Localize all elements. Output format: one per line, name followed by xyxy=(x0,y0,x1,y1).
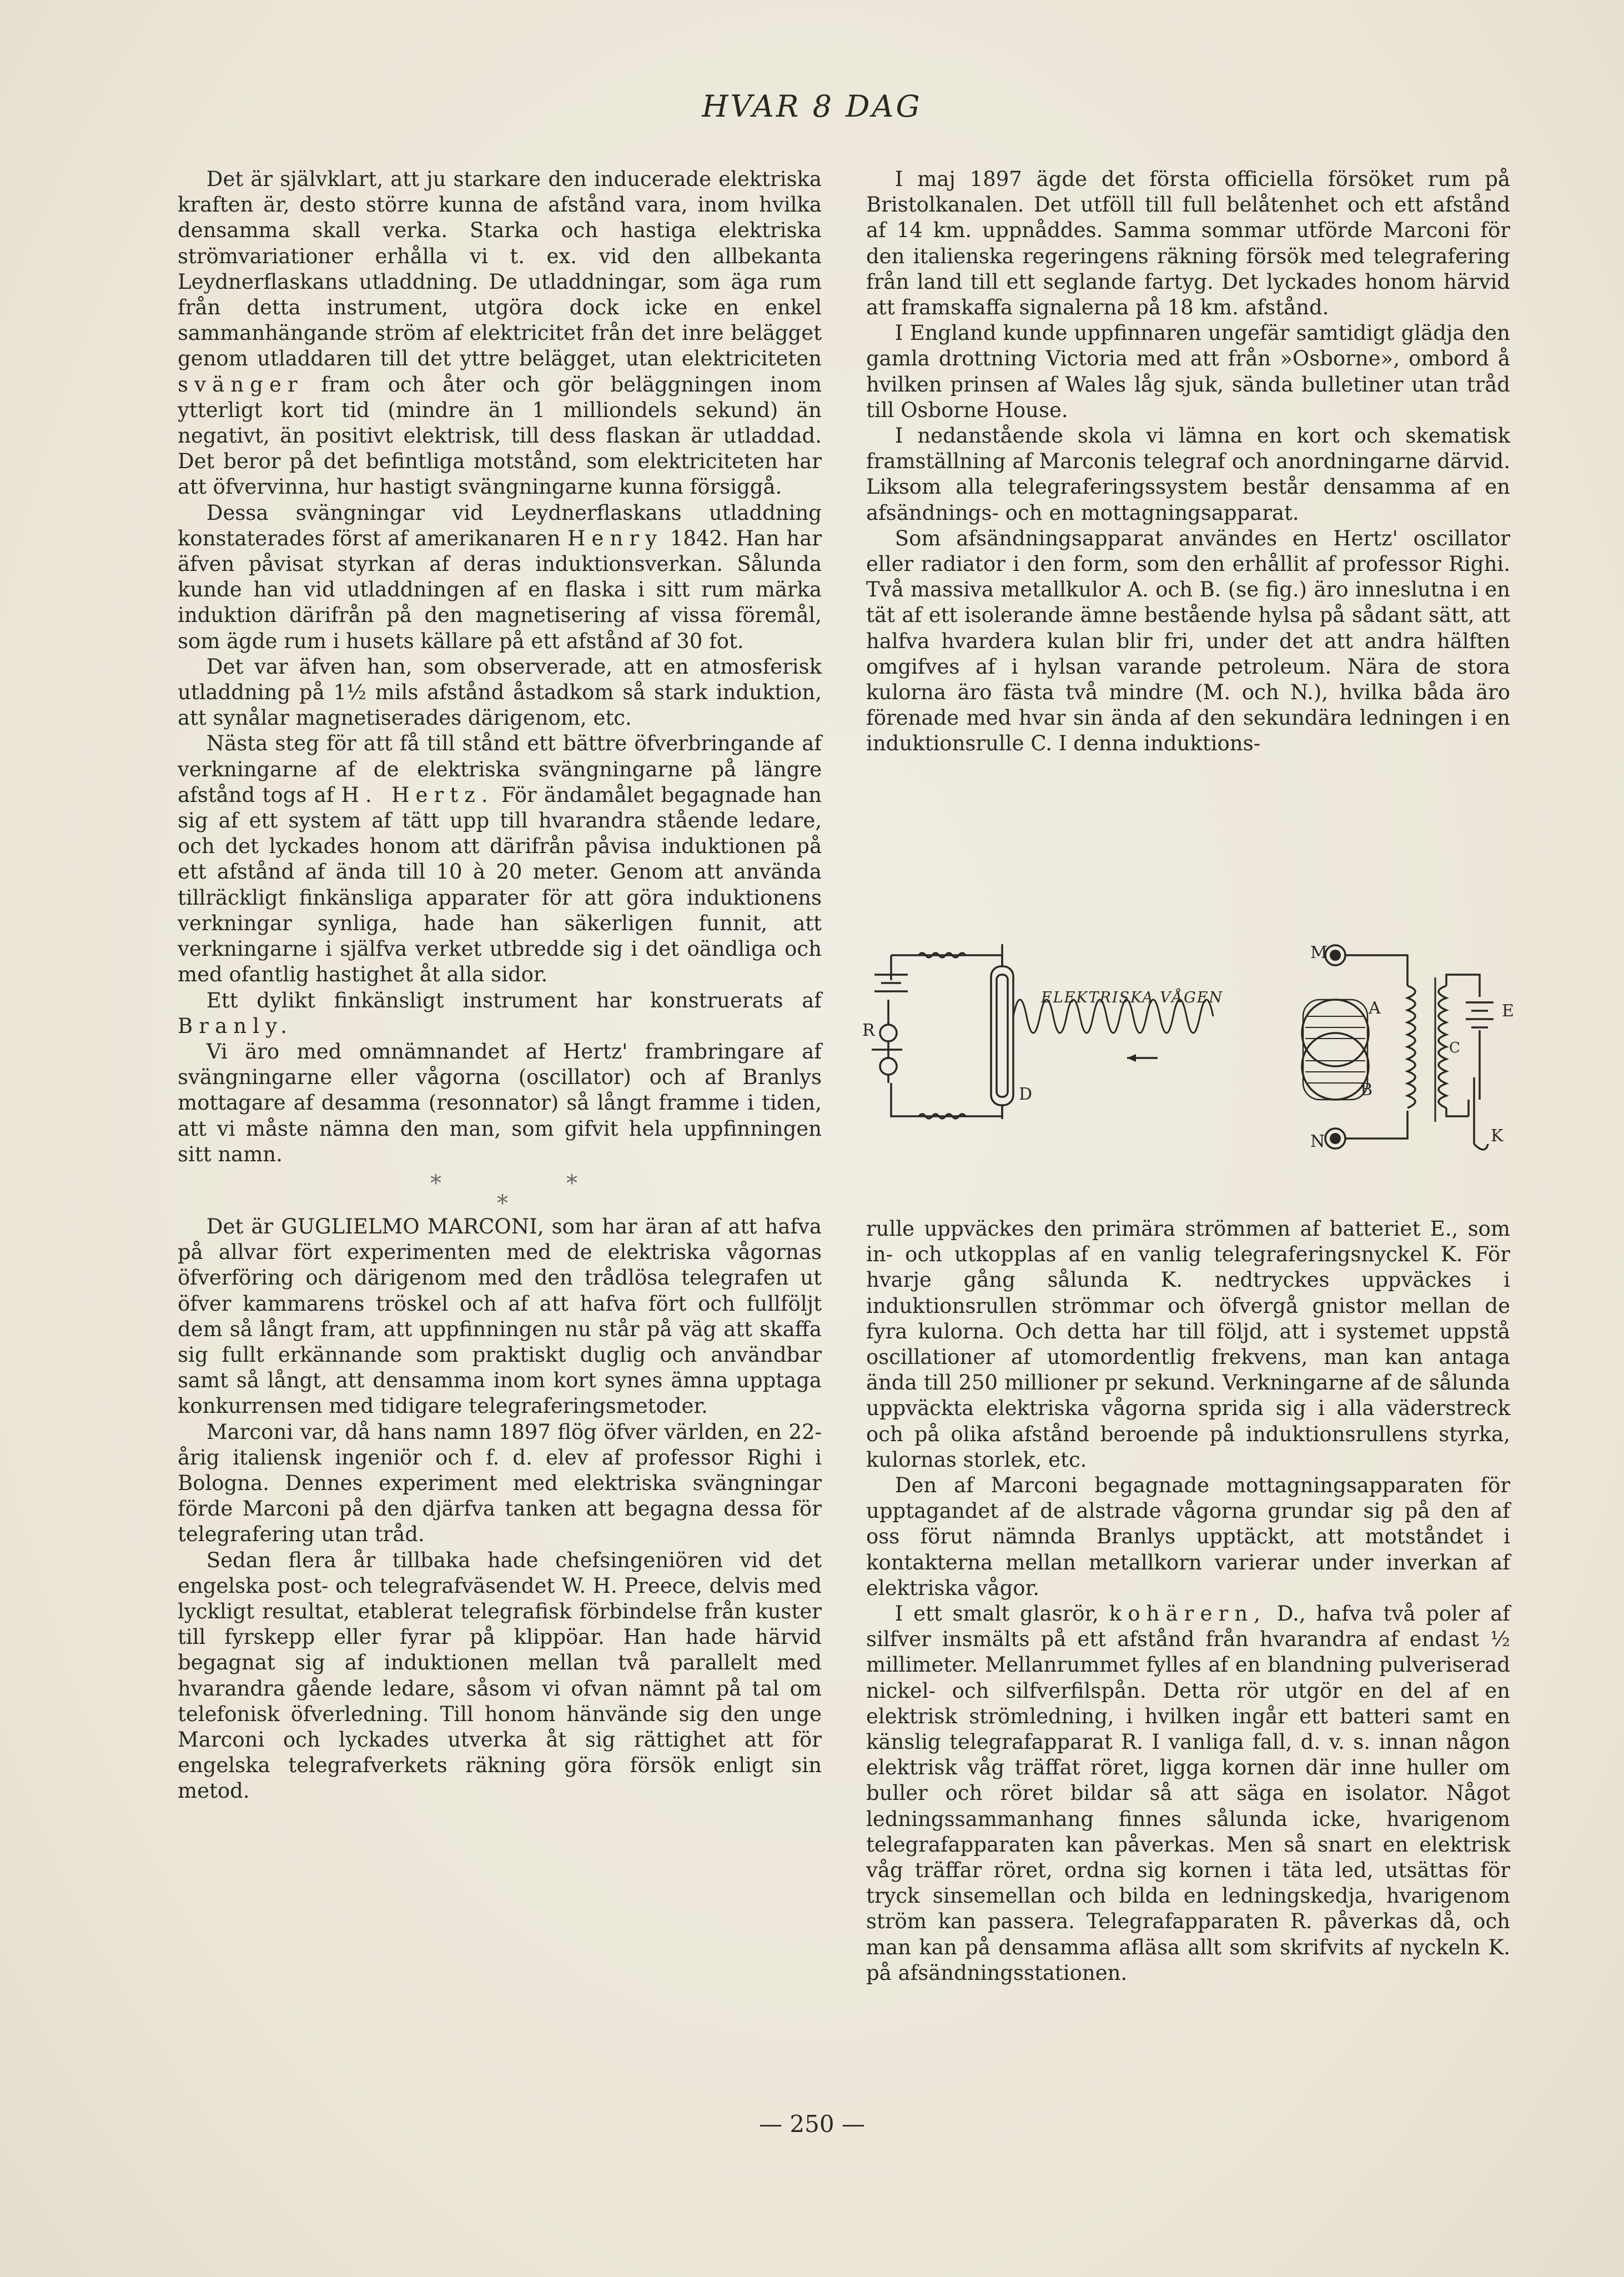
paragraph: Det är självklart, att ju starkare den inducerade elektriska kraften är, desto större kunna de afstånd vara, inom hvilka densamma skall verka. Starka och hastiga elektriska strömvariationer erhålla vi t. ex. vid den allbekanta Leydnerflaskans utladdning. De utladdningar, som äga rum från detta instrument, utgöra dock icke en enkel sammanhängande ström af elektricitet från det inre belägget genom utladdaren till det yttre belägget, utan elektriciteten svänger fram och åter och gör beläggningen inom ytterligt kort tid (mindre än 1 milliondels sekund) än negativt, än positivt elektrisk, till dess flaskan är utladdad. Det beror på det befintliga motstånd, som elektriciteten har att öfvervinna, hur hastigt svängningarne kunna försiggå. xyxy=(178,167,822,499)
label-b: B xyxy=(1360,1080,1373,1100)
section-separator xyxy=(178,1167,822,1214)
transmitter-battery-icon xyxy=(1466,1002,1494,1027)
right-column-upper xyxy=(866,167,1510,757)
running-title: HVAR 8 DAG xyxy=(702,89,922,124)
paragraph: Nästa steg för att få till stånd ett bättre öfverbringande af verkningarne af de elektriska svängningarne på längre afstånd togs af H. Hertz. För ändamålet begagnade han sig af ett system af tätt upp till hvarandra stående ledare, och det lyckades honom att därifrån påvisa induktionen på ett afstånd af ända till 10 à 20 meter. Genom att använda tillräckligt finkänsliga apparater för att göra induktionens verkningar synliga, hade han säkerligen funnit, att verkningarne i själfva verket utbredde sig i det oändliga och med ofantlig hastighet åt alla sidor. xyxy=(178,731,822,987)
wave-label: ELEKTRISKA VÅGEN xyxy=(1041,989,1224,1006)
induction-coil-primary xyxy=(1439,986,1446,1108)
label-m: M xyxy=(1310,943,1328,962)
paragraph: Det var äfven han, som observerade, att en atmosferisk utladdning på 1½ mils afstånd åstadkom så stark induktion, att synålar magnetiserades därigenom, etc. xyxy=(178,654,822,730)
paragraph: I nedanstående skola vi lämna en kort och skematisk framställning af Marconis telegraf och anordningarne därvid. Liksom alla telegraferingssystem består densamma af en afsändnings- och en mottagningsapparat. xyxy=(866,424,1510,525)
telegraph-apparatus-icon xyxy=(880,1025,897,1041)
label-a: A xyxy=(1369,999,1381,1018)
paragraph: Sedan flera år tillbaka hade chefsingeniören vid det engelska post- och telegrafväsendet W. H. Preece, delvis med lyckligt resultat, etablerat telegrafisk förbindelse från kuster till fyrskepp eller fyrar på klippöar. Han hade härvid begagnat sig af induktionen mellan två parallelt med hvarandra gående ledare, såsom vi ofvan nämnt på tal om telefonisk öfverledning. Till honom hänvände sig den unge Marconi och lyckades utverka åt sig rättighet att för engelska telegrafverkets räkning göra försök enligt sin metod. xyxy=(178,1548,822,1803)
paragraph: rulle uppväckes den primära strömmen af batteriet E., som in- och utkopplas af en vanlig telegraferingsnyckel K. För hvarje gång sålunda K. nedtryckes uppväckes i induktionsrullen strömmar och öfvergå gnistor mellan de fyra kulorna. Och detta har till följd, att i systemet uppstå oscillationer af utomordentlig frekvens, man kan antaga ända till 250 millioner pr sekund. Verkningarne af de sålunda uppväckta elektriska vågorna sprida sig i alla väderstreck och på olika afstånd beroende på induktionsrullens styrka, kulornas storlek, etc. xyxy=(866,1217,1510,1472)
left-column xyxy=(178,167,822,1804)
label-r: R xyxy=(862,1021,875,1040)
paragraph: Ett dylikt finkänsligt instrument har konstruerats af Branly. xyxy=(178,988,822,1038)
paragraph: I England kunde uppfinnaren ungefär samtidigt glädja den gamla drottning Victoria med att från »Osborne», ombord å hvilken prinsen af Wales låg sjuk, sända bulletiner utan tråd till Osborne House. xyxy=(866,321,1510,422)
page-number: — 250 — xyxy=(759,2110,865,2138)
label-k: K xyxy=(1491,1126,1504,1146)
receiver-circuit-wire xyxy=(891,955,1002,1116)
paragraph: I ett smalt glasrör, kohärern, D., hafva två poler af silfver insmälts på ett afstånd från hvarandra af endast ½ millimeter. Mellanrummet fylles af en blandning pulveriserad nickel- och silfverfilspån. Detta rör utgör en del af en elektrisk strömledning, i hvilken ingår ett batteri samt en känslig telegrafapparat R. I vanliga fall, d. v. s. innan någon elektrisk våg träffat röret, ligga kornen där inne huller om buller och röret bildar så att säga en isolator. Något ledningssammanhang finnes sålunda icke, hvarigenom telegrafapparaten kan påverkas. Men så snart en elektrisk våg träffar röret, ordna sig kornen i täta led, utsättas för tryck sinsemellan och bilda en ledningskedja, hvarigenom ström kan passera. Telegrafapparaten R. påverkas då, och man kan på densamma afläsa allt som skrifvits af nyckeln K. på afsändningsstationen. xyxy=(866,1602,1510,1985)
paragraph: Det är GUGLIELMO MARCONI, som har äran af att hafva på allvar fört experimenten med de elektriska vågornas öfverföring och därigenom med den trådlösa telegrafen ut öfver kammarens tröskel och af att hafva fört och fullföljt dem så långt fram, att uppfinningen nu står på väg att skaffa sig fullt erkännande som praktiskt duglig och användbar samt så långt, att densamma inom kort synes ämna upptaga konkurrensen med tidigare telegraferingsmetoder. xyxy=(178,1214,822,1418)
asterisk: * xyxy=(497,1190,508,1216)
secondary-wire xyxy=(1345,955,1407,1138)
right-column-lower xyxy=(866,1216,1510,1986)
induction-coil-secondary xyxy=(1407,986,1415,1108)
paragraph: Dessa svängningar vid Leydnerflaskans utladdning konstaterades först af amerikanaren Henry 1842. Han har äfven påvisat styrkan af deras induktionsverkan. Sålunda kunde han vid utladdningen af en flaska i sitt rum märka induktion därifrån på den magnetisering af vissa föremål, som ägde rum i husets källare på ett afstånd af 30 fot. xyxy=(178,500,822,653)
label-c: C xyxy=(1449,1040,1460,1056)
label-n: N xyxy=(1310,1132,1325,1151)
asterisk: * xyxy=(430,1170,441,1196)
paragraph: Vi äro med omnämnandet af Hertz' frambringare af svängningarne eller vågorna (oscillator) och af Branlys mottagare af desamma (resonnator) så långt framme i tiden, att vi måste nämna den man, som gifvit hela uppfinningen sitt namn. xyxy=(178,1039,822,1166)
marconi-telegraph-diagram xyxy=(858,933,1532,1177)
paragraph: Den af Marconi begagnade mottagningsapparaten för upptagandet af de alstrade vågorna grundar sig på den af oss förut nämnda Branlys upptäckt, att motståndet i kontakterna mellan metallkorn varierar under inverkan af elektriska vågor. xyxy=(866,1473,1510,1600)
telegraph-key-icon xyxy=(1469,1077,1488,1150)
paragraph: Marconi var, då hans namn 1897 flög öfver världen, en 22-årig italiensk ingeniör och f. d. elev af professor Righi i Bologna. Dennes experiment med elektriska svängningar förde Marconi på den djärfva tanken att begagna dessa för telegrafering utan tråd. xyxy=(178,1420,822,1547)
label-e: E xyxy=(1502,1001,1514,1021)
coherer-tube xyxy=(991,966,1013,1105)
asterisk: * xyxy=(566,1170,577,1196)
paragraph: Som afsändningsapparat användes en Hertz' oscillator eller radiator i den form, som den erhållit af professor Righi. Två massiva metallkulor A. och B. (se fig.) äro inneslutna i en tät af ett isolerande ämne bestående hylsa på sådant sätt, att halfva hvardera kulan blir fri, under det att andra hälften omgifves af i hylsan varande petroleum. Nära de stora kulorna äro fästa två mindre (M. och N.), hvilka båda äro förenade med hvar sin ända af den sekundära ledningen i en induktionsrulle C. I denna induktions- xyxy=(866,526,1510,756)
paragraph: I maj 1897 ägde det första officiella försöket rum på Bristolkanalen. Det utföll till full belåtenhet och ett afstånd af 14 km. uppnåddes. Samma sommar utförde Marconi för den italienska regeringens räkning försök med telegrafering från land till ett seglande fartyg. Det lyckades honom härvid att framskaffa signalerna på 18 km. afstånd. xyxy=(866,167,1510,320)
label-d: D xyxy=(1019,1085,1033,1104)
